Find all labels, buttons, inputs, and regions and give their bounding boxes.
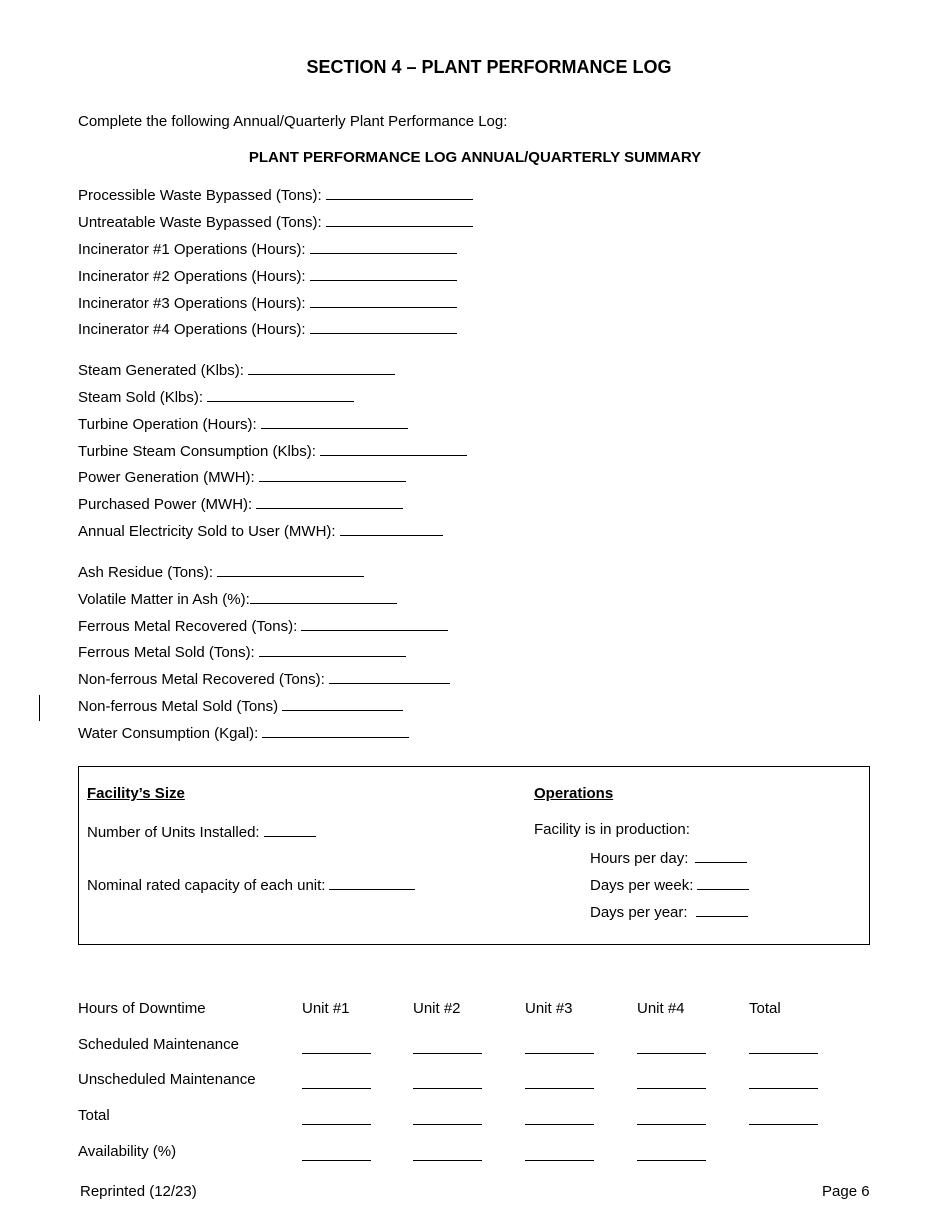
field-label: Days per week: [590, 877, 694, 894]
field-steam-sold [78, 386, 354, 406]
blank-line[interactable] [637, 1087, 706, 1089]
blank-line[interactable] [310, 238, 457, 254]
field-label: Processible Waste Bypassed (Tons): [78, 187, 322, 204]
field-label: Steam Sold (Klbs): [78, 389, 204, 406]
blank-line[interactable] [525, 1123, 594, 1125]
field-incinerator-2 [78, 265, 457, 285]
field-label: Non-ferrous Metal Recovered (Tons): [78, 671, 325, 688]
blank-line[interactable] [749, 1052, 818, 1054]
field-ferrous-recovered [78, 615, 448, 635]
field-ash-residue [78, 561, 364, 581]
footer-page-number: Page 6 [822, 1183, 870, 1200]
row-label-total: Total [78, 1107, 110, 1124]
intro-text: Complete the following Annual/Quarterly Plant Performance Log: [78, 113, 508, 130]
field-label: Number of Units Installed: [87, 824, 260, 841]
row-label-availability: Availability (%) [78, 1143, 177, 1160]
blank-line[interactable] [413, 1123, 482, 1125]
field-label: Ferrous Metal Sold (Tons): [78, 644, 255, 661]
in-production-label: Facility is in production: [534, 821, 690, 838]
field-volatile-matter [78, 588, 397, 608]
blank-line[interactable] [261, 413, 408, 429]
field-label: Turbine Steam Consumption (Klbs): [78, 443, 316, 460]
blank-line[interactable] [525, 1087, 594, 1089]
field-turbine-steam [78, 440, 467, 460]
blank-line[interactable] [413, 1052, 482, 1054]
blank-line[interactable] [637, 1123, 706, 1125]
blank-line[interactable] [695, 847, 747, 863]
section-title: SECTION 4 – PLANT PERFORMANCE LOG [306, 57, 672, 77]
field-turbine-operation [78, 413, 408, 433]
field-label: Non-ferrous Metal Sold (Tons) [78, 698, 279, 715]
blank-line[interactable] [259, 466, 406, 482]
field-processible-waste [78, 184, 473, 204]
field-nonferrous-recovered [78, 668, 450, 688]
blank-line[interactable] [326, 184, 473, 200]
facility-size-heading: Facility’s Size [87, 785, 185, 802]
field-label: Ash Residue (Tons): [78, 564, 214, 581]
field-label: Hours per day: [590, 850, 689, 867]
blank-line[interactable] [207, 386, 354, 402]
column-header-unit-1: Unit #1 [302, 1000, 350, 1017]
field-purchased-power [78, 493, 403, 513]
operations-heading: Operations [534, 785, 614, 802]
field-water-consumption [78, 722, 409, 742]
field-steam-generated [78, 359, 395, 379]
field-incinerator-1 [78, 238, 457, 258]
field-incinerator-4 [78, 318, 457, 338]
blank-line[interactable] [259, 641, 406, 657]
column-header-unit-3: Unit #3 [525, 1000, 573, 1017]
field-label: Turbine Operation (Hours): [78, 416, 257, 433]
field-label: Incinerator #4 Operations (Hours): [78, 321, 306, 338]
downtime-header: Hours of Downtime [78, 1000, 206, 1017]
blank-line[interactable] [320, 440, 467, 456]
field-label: Incinerator #2 Operations (Hours): [78, 268, 306, 285]
field-label: Power Generation (MWH): [78, 469, 255, 486]
nominal-capacity-field [87, 874, 415, 894]
blank-line[interactable] [282, 695, 403, 711]
blank-line[interactable] [525, 1159, 594, 1161]
days-per-year-field [590, 901, 748, 921]
field-label: Ferrous Metal Recovered (Tons): [78, 618, 298, 635]
hours-per-day-field [590, 847, 747, 867]
facility-box [78, 766, 870, 945]
blank-line[interactable] [329, 874, 415, 890]
blank-line[interactable] [217, 561, 364, 577]
blank-line[interactable] [637, 1052, 706, 1054]
field-label: Nominal rated capacity of each unit: [87, 877, 326, 894]
blank-line[interactable] [302, 1159, 371, 1161]
blank-line[interactable] [696, 901, 748, 917]
field-label: Days per year: [590, 904, 688, 921]
blank-line[interactable] [525, 1052, 594, 1054]
blank-line[interactable] [262, 722, 409, 738]
blank-line[interactable] [697, 874, 749, 890]
summary-title: PLANT PERFORMANCE LOG ANNUAL/QUARTERLY SUMMARY [248, 149, 702, 166]
blank-line[interactable] [749, 1087, 818, 1089]
blank-line[interactable] [302, 1123, 371, 1125]
blank-line[interactable] [264, 821, 316, 837]
row-label-unscheduled: Unscheduled Maintenance [78, 1071, 256, 1088]
field-label: Volatile Matter in Ash (%): [78, 591, 250, 608]
blank-line[interactable] [310, 265, 457, 281]
blank-line[interactable] [340, 520, 443, 536]
blank-line[interactable] [310, 292, 457, 308]
blank-line[interactable] [749, 1123, 818, 1125]
field-label: Incinerator #1 Operations (Hours): [78, 241, 306, 258]
units-installed-field [87, 821, 316, 841]
field-label: Water Consumption (Kgal): [78, 725, 259, 742]
blank-line[interactable] [326, 211, 473, 227]
field-label: Annual Electricity Sold to User (MWH): [78, 523, 336, 540]
days-per-week-field [590, 874, 749, 894]
field-label: Untreatable Waste Bypassed (Tons): [78, 214, 322, 231]
field-label: Incinerator #3 Operations (Hours): [78, 295, 306, 312]
blank-line[interactable] [413, 1087, 482, 1089]
footer-reprinted: Reprinted (12/23) [80, 1183, 197, 1200]
text-cursor [39, 695, 40, 721]
blank-line[interactable] [637, 1159, 706, 1161]
column-header-unit-4: Unit #4 [637, 1000, 685, 1017]
field-label: Steam Generated (Klbs): [78, 362, 244, 379]
field-incinerator-3 [78, 292, 457, 312]
blank-line[interactable] [256, 493, 403, 509]
blank-line[interactable] [413, 1159, 482, 1161]
field-untreatable-waste [78, 211, 473, 231]
blank-line[interactable] [310, 318, 457, 334]
field-ferrous-sold [78, 641, 406, 661]
blank-line[interactable] [248, 359, 395, 375]
blank-line[interactable] [301, 615, 448, 631]
blank-line[interactable] [302, 1052, 371, 1054]
field-power-generation [78, 466, 406, 486]
blank-line[interactable] [302, 1087, 371, 1089]
column-header-total: Total [749, 1000, 781, 1017]
blank-line[interactable] [250, 588, 397, 604]
field-label: Purchased Power (MWH): [78, 496, 253, 513]
field-electricity-sold [78, 520, 443, 540]
column-header-unit-2: Unit #2 [413, 1000, 461, 1017]
blank-line[interactable] [329, 668, 450, 684]
field-nonferrous-sold [78, 695, 403, 715]
row-label-scheduled: Scheduled Maintenance [78, 1036, 239, 1053]
